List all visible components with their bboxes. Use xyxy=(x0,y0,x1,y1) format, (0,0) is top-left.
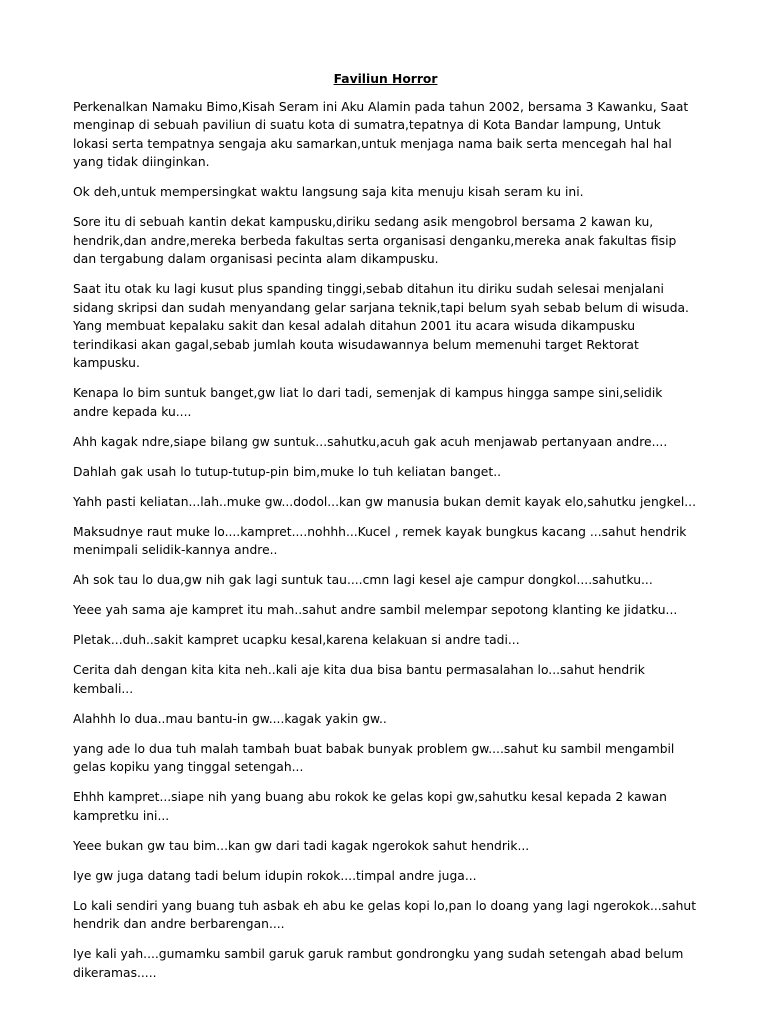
paragraph-15: yang ade lo dua tuh malah tambah buat babak bunyak problem gw....sahut ku sambil mengambil gelas kopiku yang tinggal setengah... xyxy=(73,741,675,774)
paragraph-8: Yahh pasti keliatan...lah..muke gw...dodol...kan gw manusia bukan demit kayak elo,sahutku jengkel... xyxy=(73,494,696,509)
paragraph-11: Yeee yah sama aje kampret itu mah..sahut andre sambil melempar sepotong klanting ke jidatku... xyxy=(73,603,678,617)
document-title: Faviliun Horror xyxy=(333,72,438,86)
paragraph-10: Ah sok tau lo dua,gw nih gak lagi suntuk tau....cmn lagi kesel aje campur dongkol....sahutku... xyxy=(73,573,653,587)
paragraph-18: Iye gw juga datang tadi belum idupin rokok....timpal andre juga... xyxy=(73,868,477,883)
paragraph-13: Cerita dah dengan kita kita neh..kali aje kita dua bisa bantu permasalahan lo...sahut hendrik kembali... xyxy=(73,663,645,696)
paragraph-9: Maksudnye raut muke lo....kampret....nohhh...Kucel , remek kayak bungkus kacang ...sahut hendrik menimpali selidik-kannya andre.. xyxy=(73,524,687,557)
paragraph-5: Kenapa lo bim suntuk banget,gw liat lo dari tadi, semenjak di kampus hingga sampe sini,selidik andre kepada ku.... xyxy=(73,386,663,419)
paragraph-14: Alahhh lo dua..mau bantu-in gw....kagak yakin gw.. xyxy=(73,711,387,726)
paragraph-1: Perkenalkan Namaku Bimo,Kisah Seram ini Aku Alamin pada tahun 2002, bersama 3 Kawanku, Saat menginap di sebuah paviliun di suatu kota di sumatra,tepatnya di Kota Bandar lampung, Untuk lokasi serta tempatnya sengaja aku samarkan,untuk menjaga nama baik serta mencegah hal hal yang tidak diinginkan. xyxy=(73,99,689,169)
paragraph-7: Dahlah gak usah lo tutup-tutup-pin bim,muke lo tuh keliatan banget.. xyxy=(73,464,502,479)
paragraph-16: Ehhh kampret...siape nih yang buang abu rokok ke gelas kopi gw,sahutku kesal kepada 2 kawan kampretku ini... xyxy=(73,790,667,823)
paragraph-6: Ahh kagak ndre,siape bilang gw suntuk...sahutku,acuh gak acuh menjawab pertanyaan andre.... xyxy=(73,434,668,449)
paragraph-20: Iye kali yah....gumamku sambil garuk garuk rambut gondrongku yang sudah setengah abad belum dikeramas..... xyxy=(73,947,684,980)
paragraph-17: Yeee bukan gw tau bim...kan gw dari tadi kagak ngerokok sahut hendrik... xyxy=(73,838,530,853)
paragraph-3: Sore itu di sebuah kantin dekat kampusku,diriku sedang asik mengobrol bersama 2 kawan ku, hendrik,dan andre,mereka berbeda fakultas serta organisasi denganku,mereka anak fakultas fisip dan tergabung dalam organisasi pecinta alam dikampusku. xyxy=(73,215,677,266)
paragraph-4: Saat itu otak ku lagi kusut plus spanding tinggi,sebab ditahun itu diriku sudah selesai menjalani sidang skripsi dan sudah menyandang gelar sarjana teknik,tapi belum syah sebab belum di wisuda. Yang membuat kepalaku sakit dan kesal adalah ditahun 2001 itu acara wisuda dikampusku terindikasi akan gagal,sebab jumlah kouta wisudawannya belum memenuhi target Rektorat kampusku. xyxy=(73,282,689,370)
paragraph-2: Ok deh,untuk mempersingkat waktu langsung saja kita menuju kisah seram ku ini. xyxy=(73,185,584,199)
paragraph-19: Lo kali sendiri yang buang tuh asbak eh abu ke gelas kopi lo,pan lo doang yang lagi ngerokok...sahut hendrik dan andre berbarengan.... xyxy=(73,898,697,931)
document-body xyxy=(73,70,698,994)
paragraph-12: Pletak...duh..sakit kampret ucapku kesal,karena kelakuan si andre tadi... xyxy=(73,633,520,647)
